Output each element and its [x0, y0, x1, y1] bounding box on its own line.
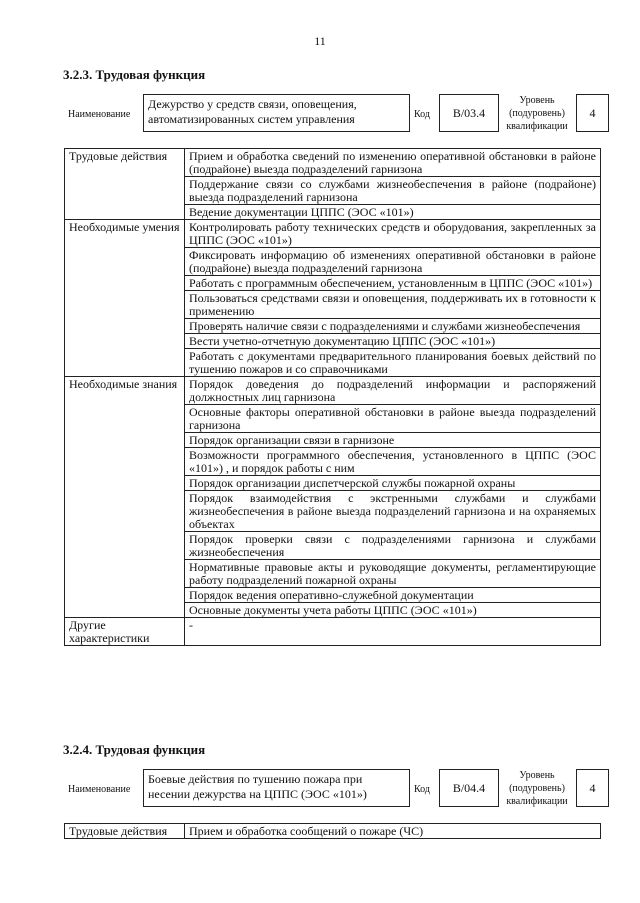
level-label [501, 94, 573, 133]
table-cell: Прием и обработка сообщений о пожаре (ЧС) [185, 824, 601, 839]
level-box: 4 [576, 769, 609, 807]
table-cell: Прием и обработка сведений по изменению оперативной обстановки в районе (подрайоне) выезда подразделений гарнизона [185, 149, 601, 177]
table-cell: Контролировать работу технических средств и оборудования, закрепленных за ЦППС (ЭОС «101») [185, 220, 601, 248]
code-label: Код [414, 109, 430, 120]
level-label-line: (подуровень) [509, 108, 565, 119]
row-header: Другие характеристики [65, 618, 185, 646]
table-row [65, 149, 601, 177]
name-label: Наименование [68, 109, 131, 120]
table-row [65, 377, 601, 405]
row-header: Трудовые действия [65, 824, 185, 839]
table-cell: Пользоваться средствами связи и оповещения, поддерживать их в готовности к применению [185, 291, 601, 319]
table-row [65, 220, 601, 248]
table-cell: Порядок ведения оперативно-служебной документации [185, 588, 601, 603]
function-table [64, 823, 601, 839]
table-cell: Работать с документами предварительного планирования боевых действий по тушению пожаров и со справочниками [185, 349, 601, 377]
level-label-line: (подуровень) [509, 783, 565, 794]
level-label-line: Уровень [519, 770, 555, 781]
table-cell: Основные документы учета работы ЦППС (ЭОС «101») [185, 603, 601, 618]
table-row [65, 824, 601, 839]
row-header: Трудовые действия [65, 149, 185, 220]
level-label [501, 769, 573, 808]
name-label: Наименование [68, 784, 131, 795]
level-label-line: Уровень [519, 95, 555, 106]
table-cell: Работать с программным обеспечением, установленным в ЦППС (ЭОС «101») [185, 276, 601, 291]
row-header: Необходимые умения [65, 220, 185, 377]
table-cell: Вести учетно-отчетную документацию ЦППС (ЭОС «101») [185, 334, 601, 349]
level-label-line: квалификации [506, 796, 568, 807]
table-cell: Порядок взаимодействия с экстренными службами и службами жизнеобеспечения в районе выезда подразделений гарнизона и на охраняемых объектах [185, 491, 601, 532]
table-cell: Ведение документации ЦППС (ЭОС «101») [185, 205, 601, 220]
table-cell: Основные факторы оперативной обстановки в районе выезда подразделений гарнизона [185, 405, 601, 433]
table-cell: Возможности программного обеспечения, установленного в ЦППС (ЭОС «101») , и порядок работы с ним [185, 448, 601, 476]
table-cell: Нормативные правовые акты и руководящие документы, регламентирующие работу подразделений пожарной охраны [185, 560, 601, 588]
code-box: В/04.4 [439, 769, 499, 807]
function-table [64, 148, 601, 646]
table-cell: Порядок организации диспетчерской службы пожарной охраны [185, 476, 601, 491]
code-label: Код [414, 784, 430, 795]
level-box: 4 [576, 94, 609, 132]
table-cell: Фиксировать информацию об изменениях оперативной обстановки в районе (подрайоне) выезда подразделений гарнизона [185, 248, 601, 276]
section-title: 3.2.4. Трудовая функция [63, 742, 206, 757]
table-cell: Поддержание связи со службами жизнеобеспечения в районе (подрайоне) выезда подразделений гарнизона [185, 177, 601, 205]
table-cell: Порядок доведения до подразделений информации и распоряжений должностных лиц гарнизона [185, 377, 601, 405]
page-number: 11 [314, 34, 326, 48]
function-name-box: Боевые действия по тушению пожара при несении дежурства на ЦППС (ЭОС «101») [143, 769, 410, 807]
table-cell: Порядок проверки связи с подразделениями гарнизона и службами жизнеобеспечения [185, 532, 601, 560]
function-name-box: Дежурство у средств связи, оповещения, автоматизированных систем управления [143, 94, 410, 132]
table-cell: Порядок организации связи в гарнизоне [185, 433, 601, 448]
table-cell: - [185, 618, 601, 646]
level-label-line: квалификации [506, 121, 568, 132]
row-header: Необходимые знания [65, 377, 185, 618]
table-row [65, 618, 601, 646]
code-box: В/03.4 [439, 94, 499, 132]
section-title: 3.2.3. Трудовая функция [63, 67, 206, 82]
table-cell: Проверять наличие связи с подразделениями и службами жизнеобеспечения [185, 319, 601, 334]
